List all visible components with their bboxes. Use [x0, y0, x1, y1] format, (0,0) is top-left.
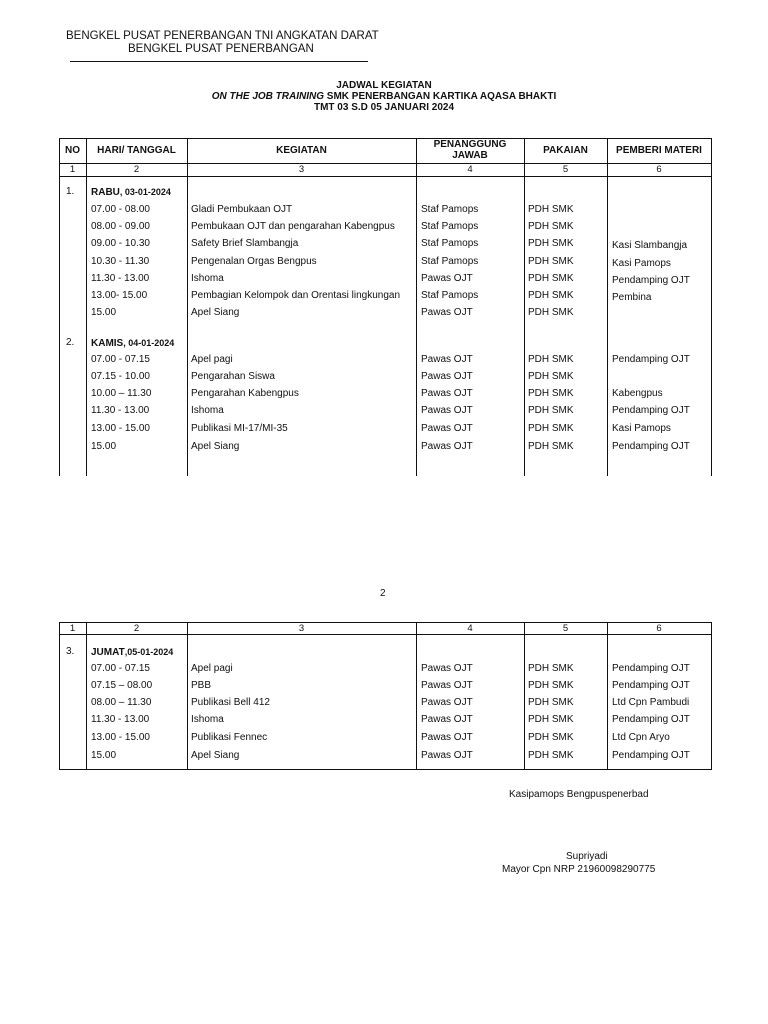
row-responsible: Pawas OJT	[421, 697, 473, 708]
row-attire: PDH SMK	[528, 238, 574, 249]
row-time: 15.00	[91, 307, 117, 318]
table-bottom-border	[59, 769, 712, 770]
day-number: 3.	[66, 646, 75, 657]
row-attire: PDH SMK	[528, 221, 574, 232]
row-activity: Ishoma	[191, 405, 224, 416]
row-time: 07.00 - 08.00	[91, 204, 150, 215]
column-number: 5	[562, 623, 569, 634]
row-responsible: Pawas OJT	[421, 423, 473, 434]
institution-name: BENGKEL PUSAT PENERBANGAN TNI ANGKATAN DARAT	[66, 30, 379, 42]
row-attire: PDH SMK	[528, 405, 574, 416]
row-time: 07.00 - 07.15	[91, 663, 150, 674]
row-time: 15.00	[91, 750, 117, 761]
row-time: 13.00 - 15.00	[91, 732, 150, 743]
row-activity: Pengarahan Siswa	[191, 371, 275, 382]
header-kegiatan: KEGIATAN	[276, 145, 327, 156]
document-period: TMT 03 S.D 05 JANUARI 2024	[313, 102, 455, 113]
header-pemberi-materi: PEMBERI MATERI	[616, 145, 702, 156]
column-divider	[607, 622, 608, 770]
row-responsible: Staf Pamops	[421, 221, 479, 232]
row-time: 10.30 - 11.30	[91, 256, 150, 267]
row-attire: PDH SMK	[528, 273, 574, 284]
signature-rank: Mayor Cpn NRP 21960098290775	[502, 864, 656, 875]
row-presenter: Ltd Cpn Aryo	[612, 732, 670, 743]
column-divider	[524, 622, 525, 770]
row-time: 09.00 - 10.30	[91, 238, 150, 249]
row-responsible: Pawas OJT	[421, 680, 473, 691]
row-presenter: Pendamping OJT	[612, 680, 690, 691]
row-time: 13.00- 15.00	[91, 290, 148, 301]
row-presenter: Ltd Cpn Pambudi	[612, 697, 690, 708]
day-name: JUMAT	[91, 647, 125, 658]
row-responsible: Staf Pamops	[421, 204, 479, 215]
row-attire: PDH SMK	[528, 750, 574, 761]
signature-position: Kasipamops Bengpuspenerbad	[509, 789, 649, 800]
unit-name: BENGKEL PUSAT PENERBANGAN	[128, 43, 314, 55]
row-responsible: Pawas OJT	[421, 732, 473, 743]
row-attire: PDH SMK	[528, 697, 574, 708]
table-top-border	[59, 138, 712, 139]
row-activity: Apel pagi	[191, 354, 233, 365]
column-number: 2	[133, 623, 140, 634]
column-divider	[59, 622, 60, 770]
row-attire: PDH SMK	[528, 732, 574, 743]
row-activity: Apel pagi	[191, 663, 233, 674]
row-responsible: Staf Pamops	[421, 238, 479, 249]
day-name: KAMIS	[91, 338, 124, 349]
row-attire: PDH SMK	[528, 204, 574, 215]
row-attire: PDH SMK	[528, 680, 574, 691]
row-presenter: Pendamping OJT	[612, 275, 690, 286]
row-presenter: Kabengpus	[612, 388, 663, 399]
row-time: 11.30 - 13.00	[91, 714, 150, 725]
day-heading	[91, 646, 173, 659]
row-attire: PDH SMK	[528, 307, 574, 318]
row-activity: Apel Siang	[191, 750, 240, 761]
row-responsible: Pawas OJT	[421, 441, 473, 452]
row-responsible: Staf Pamops	[421, 256, 479, 267]
column-divider	[187, 622, 188, 770]
header-hari-tanggal: HARI/ TANGGAL	[97, 145, 176, 156]
row-presenter: Pembina	[612, 292, 652, 303]
row-attire: PDH SMK	[528, 256, 574, 267]
column-divider	[86, 622, 87, 770]
row-time: 13.00 - 15.00	[91, 423, 150, 434]
column-number: 1	[69, 164, 76, 175]
row-activity: Ishoma	[191, 714, 224, 725]
header-underline	[70, 61, 368, 62]
day-date: , 04-01-2024	[123, 338, 175, 348]
day-number: 1.	[66, 186, 75, 197]
day-date: , 03-01-2024	[119, 187, 171, 197]
column-divider	[711, 622, 712, 770]
row-attire: PDH SMK	[528, 290, 574, 301]
column-divider	[524, 138, 525, 476]
column-number: 3	[298, 623, 305, 634]
signature-name: Supriyadi	[566, 851, 608, 862]
row-time: 07.15 – 08.00	[91, 680, 153, 691]
column-divider	[59, 138, 60, 476]
column-divider	[416, 138, 417, 476]
row-responsible: Pawas OJT	[421, 714, 473, 725]
row-responsible: Pawas OJT	[421, 371, 473, 382]
row-time: 15.00	[91, 441, 117, 452]
day-name: RABU	[91, 187, 120, 198]
row-presenter: Kasi Slambangja	[612, 240, 688, 251]
row-attire: PDH SMK	[528, 714, 574, 725]
day-heading	[91, 186, 171, 199]
row-activity: Publikasi MI-17/MI-35	[191, 423, 288, 434]
row-activity: Publikasi Fennec	[191, 732, 268, 743]
header-pakaian: PAKAIAN	[543, 145, 588, 156]
header-penanggung-line1: PENANGGUNG	[433, 139, 507, 150]
row-responsible: Pawas OJT	[421, 663, 473, 674]
row-activity: Pembagian Kelompok dan Orentasi lingkungan	[191, 290, 401, 301]
row-time: 08.00 – 11.30	[91, 697, 152, 708]
row-activity: Pengenalan Orgas Bengpus	[191, 256, 317, 267]
header-penanggung-line2: JAWAB	[452, 150, 488, 161]
column-number: 2	[133, 164, 140, 175]
row-activity: Gladi Pembukaan OJT	[191, 204, 293, 215]
column-number: 1	[69, 623, 76, 634]
column-number: 4	[467, 623, 473, 634]
row-activity: Publikasi Bell 412	[191, 697, 270, 708]
column-divider	[416, 622, 417, 770]
column-divider	[711, 138, 712, 476]
subtitle-italic: ON THE JOB TRAINING	[211, 91, 324, 102]
row-responsible: Pawas OJT	[421, 273, 473, 284]
day-date: ,05-01-2024	[124, 647, 174, 657]
column-number: 6	[656, 623, 662, 634]
row-activity: Pembukaan OJT dan pengarahan Kabengpus	[191, 221, 395, 232]
row-time: 07.15 - 10.00	[91, 371, 150, 382]
day-heading	[91, 337, 174, 350]
row-attire: PDH SMK	[528, 441, 574, 452]
column-number: 4	[467, 164, 473, 175]
subtitle-school: SMK PENERBANGAN KARTIKA AQASA BHAKTI	[324, 91, 557, 102]
row-responsible: Pawas OJT	[421, 405, 473, 416]
row-time: 11.30 - 13.00	[91, 405, 150, 416]
row-activity: Ishoma	[191, 273, 224, 284]
column-divider	[86, 138, 87, 476]
page-number: 2	[380, 588, 386, 599]
document-subtitle	[0, 91, 768, 102]
row-time: 10.00 – 11.30	[91, 388, 152, 399]
row-time: 11.30 - 13.00	[91, 273, 150, 284]
column-number-border	[59, 176, 712, 177]
column-number: 3	[298, 164, 305, 175]
row-responsible: Pawas OJT	[421, 750, 473, 761]
row-presenter: Pendamping OJT	[612, 750, 690, 761]
row-attire: PDH SMK	[528, 423, 574, 434]
row-presenter: Pendamping OJT	[612, 441, 690, 452]
row-activity: PBB	[191, 680, 212, 691]
column-number: 6	[656, 164, 662, 175]
row-time: 08.00 - 09.00	[91, 221, 150, 232]
row-attire: PDH SMK	[528, 354, 574, 365]
column-divider	[187, 138, 188, 476]
row-presenter: Kasi Pamops	[612, 258, 671, 269]
header-no: NO	[65, 145, 80, 156]
row-activity: Apel Siang	[191, 307, 240, 318]
day-number: 2.	[66, 337, 75, 348]
document-title: JADWAL KEGIATAN	[336, 80, 432, 91]
row-responsible: Pawas OJT	[421, 307, 473, 318]
column-divider	[607, 138, 608, 476]
row-attire: PDH SMK	[528, 388, 574, 399]
row-presenter: Pendamping OJT	[612, 405, 690, 416]
row-time: 07.00 - 07.15	[91, 354, 150, 365]
row-attire: PDH SMK	[528, 371, 574, 382]
row-presenter: Kasi Pamops	[612, 423, 671, 434]
row-presenter: Pendamping OJT	[612, 663, 690, 674]
row-activity: Safety Brief Slambangja	[191, 238, 299, 249]
row-responsible: Staf Pamops	[421, 290, 479, 301]
row-activity: Pengarahan Kabengpus	[191, 388, 299, 399]
row-presenter: Pendamping OJT	[612, 714, 690, 725]
row-responsible: Pawas OJT	[421, 354, 473, 365]
row-activity: Apel Siang	[191, 441, 240, 452]
row-attire: PDH SMK	[528, 663, 574, 674]
row-presenter: Pendamping OJT	[612, 354, 690, 365]
row-responsible: Pawas OJT	[421, 388, 473, 399]
column-number: 5	[562, 164, 569, 175]
